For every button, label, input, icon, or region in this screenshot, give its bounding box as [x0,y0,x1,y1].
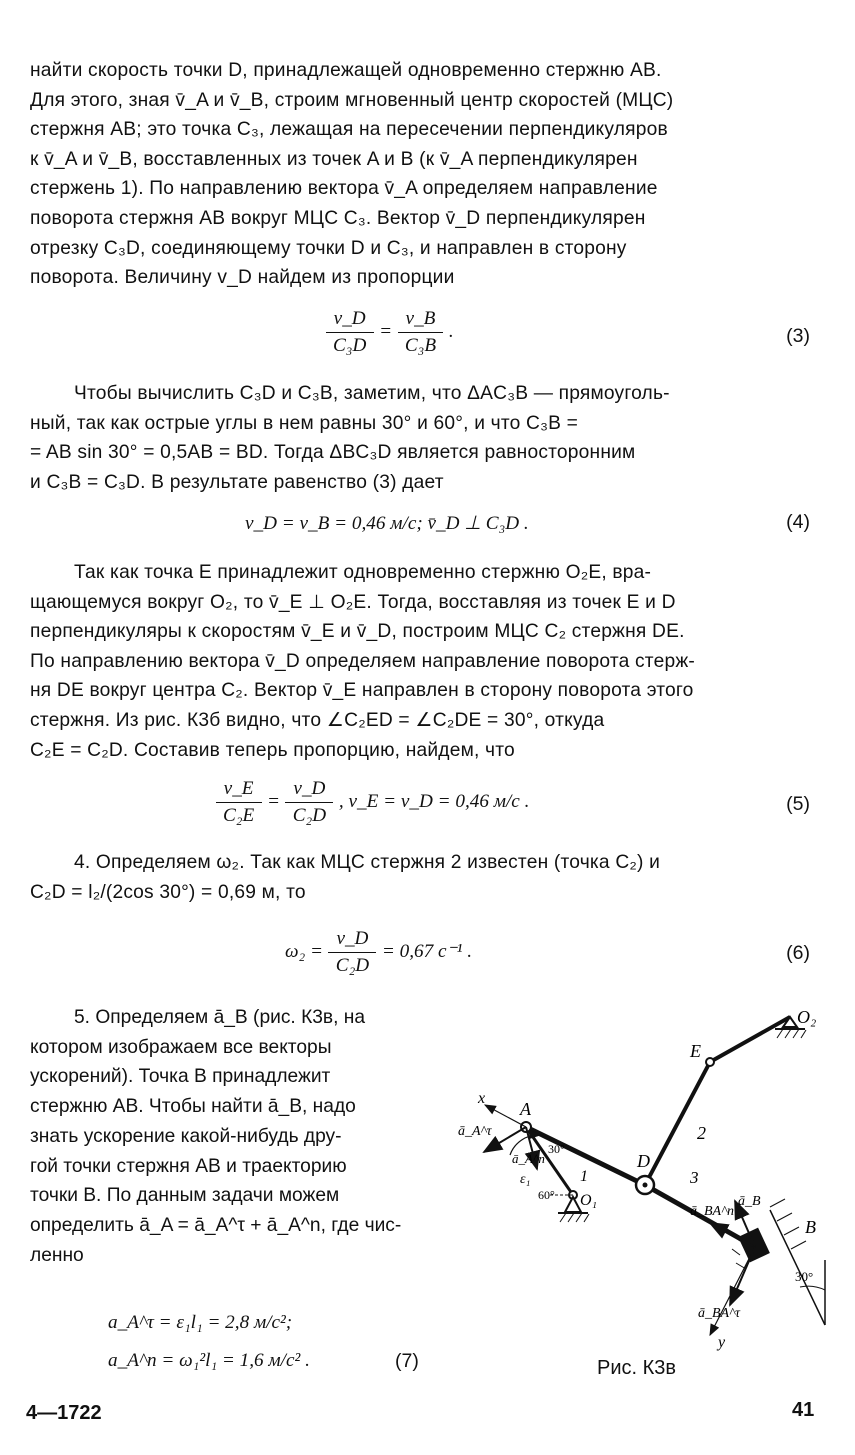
joint-d-center [643,1183,648,1188]
text-line: По направлению вектора v̄_D определяем направление поворота стерж- [30,650,695,672]
figure-k3v-diagram [440,1005,855,1360]
equation-number-5: (5) [786,793,810,815]
label-o1: O₁ [580,1192,598,1209]
eq3-num-left: v_D [326,308,374,333]
text-line: стержню AB. Чтобы найти ā_B, надо [30,1096,356,1118]
label-aA-n: ā_A^n [512,1151,545,1166]
text-line: точки B. По данным задачи можем [30,1185,340,1207]
equation-3: $\frac{v\_D}{\text{C₃D}}$ = $\frac{v\_B}{\text{C₃B}}$ . [325,308,454,357]
eq5-num-left: v_E [216,778,262,803]
equation-7a: a_A^τ = ε₁l₁ = 2,8 м/с²; [108,1312,293,1333]
label-y: y [718,1334,726,1351]
label-rod-1: 1 [580,1168,588,1185]
equation-5: $\frac{v\_E}{\text{C₂E}}$ = $\frac{v\_D}{\text{C₂D}}$ , v_E = v_D = 0,46 м/с . [215,778,529,827]
text-line: гой точки стержня AB и траекторию [30,1155,347,1177]
eq5-den-left: C₂E [223,805,255,826]
text-line: C₂E = C₂D. Составив теперь пропорцию, найдем, что [30,739,515,761]
eq3-den-right: C₃B [404,335,437,356]
label-o2: O₂ [797,1007,817,1027]
label-rod-2: 2 [697,1123,706,1143]
label-aA-tau: ā_A^τ [458,1124,492,1139]
text-line: стержня. Из рис. К3б видно, что ∠C₂ED = ∠C₂DE = 30°, откуда [30,709,605,731]
eq3-tail: . [448,320,454,342]
label-aBA-tau: ā_BA^τ [698,1306,741,1321]
eq3-num-right: v_B [398,308,444,333]
text-line: стержень 1). По направлению вектора v̄_A определяем направление [30,178,658,200]
footer-signature-mark: 4—1722 [26,1402,102,1424]
label-x: x [478,1090,486,1107]
page-number: 41 [792,1399,815,1421]
paragraph-point-e [30,558,812,765]
label-angle-60: 60° [538,1188,555,1202]
text-line: ный, так как острые углы в нем равны 30° и 60°, и что C₃B = [30,412,579,434]
label-angle-30-a: 30° [548,1142,565,1156]
paragraph-triangle [30,379,812,497]
eq6-lhs: ω₂ = [285,940,323,962]
figure-caption: Рис. К3в [597,1357,677,1379]
equation-number-3: (3) [786,325,810,347]
text-line: поворота. Величину v_D найдем из пропорции [30,267,455,289]
text-line: перпендикуляры к скоростям v̄_E и v̄_D, построим МЦС C₂ стержня DE. [30,621,685,643]
label-rod-3: 3 [690,1168,699,1187]
equation-number-4: (4) [786,511,810,533]
text-line: Так как точка E принадлежит одновременно стержню O₂E, вра- [74,562,652,583]
text-line: щающемуся вокруг O₂, то v̄_E ⊥ O₂E. Тогда, восставляя из точек E и D [30,591,676,613]
text-line: Для этого, зная v̄_A и v̄_B, строим мгновенный центр скоростей (МЦС) [30,89,674,111]
label-b: B [805,1217,816,1237]
eq5-num-right: v_D [285,778,333,803]
eq6-den: C₂D [335,955,370,976]
vector-aBA-tau [730,1247,755,1305]
paragraph-velocity-d [30,56,812,293]
label-a: A [520,1099,531,1119]
eq6-num: v_D [328,928,376,953]
label-angle-30-b: 30° [795,1269,814,1284]
eq6-tail: = 0,67 с⁻¹ . [381,940,473,962]
rod-2 [645,1017,790,1185]
text-line: ленно [30,1244,84,1266]
equation-number-6: (6) [786,942,810,964]
paragraph-acceleration-b [30,1003,425,1270]
equation-number-7: (7) [395,1350,419,1372]
text-line: к v̄_A и v̄_B, восставленных из точек A и B (к v̄_A перпендикулярен [30,148,638,170]
label-epsilon1: ε₁ [520,1172,531,1187]
text-line: и C₃B = C₃D. В результате равенство (3) дает [30,471,444,493]
text-line: найти скорость точки D, принадлежащей одновременно стержню AB. [30,60,662,81]
joint-e [706,1058,714,1066]
label-e: E [690,1041,701,1061]
text-line: 5. Определяем ā_B (рис. К3в, на [74,1007,366,1028]
text-line: определить ā_A = ā_A^τ + ā_A^n, где чис- [30,1214,402,1236]
label-aBA-n: ā_BA^n [690,1204,735,1219]
text-line: ня DE вокруг центра C₂. Вектор v̄_E направлен в сторону поворота этого [30,680,694,702]
paragraph-omega2 [30,848,812,907]
eq5-tail: , v_E = v_D = 0,46 м/с . [338,790,530,812]
label-d: D [637,1151,650,1171]
text-line: 4. Определяем ω₂. Так как МЦС стержня 2 известен (точка C₂) и [74,852,661,873]
label-aB: ā_B [738,1194,761,1209]
text-line: Чтобы вычислить C₃D и C₃B, заметим, что ΔAC₃B — прямоуголь- [74,383,670,404]
text-line: знать ускорение какой-нибудь дру- [30,1125,342,1147]
text-line: стержня AB; это точка C₃, лежащая на пересечении перпендикуляров [30,119,668,141]
equation-6 [285,928,472,977]
eq3-den-left: C₃D [333,335,367,356]
equation-4: v_D = v_B = 0,46 м/с; v̄_D ⊥ C₃D . [245,513,529,534]
text-line: отрезку C₃D, соединяющему точки D и C₃, и направлен в сторону [30,237,627,259]
text-line: поворота стержня AB вокруг МЦС C₃. Вектор v̄_D перпендикулярен [30,207,646,229]
eq5-den-right: C₂D [292,805,327,826]
text-line: C₂D = l₂/(2cos 30°) = 0,69 м, то [30,881,306,903]
text-line: ускорений). Точка B принадлежит [30,1066,331,1088]
text-line: котором изображаем все векторы [30,1036,332,1058]
equation-7b: a_A^n = ω₁²l₁ = 1,6 м/с² . [108,1350,310,1371]
text-line: = AB sin 30° = 0,5AB = BD. Тогда ΔBC₃D является равносторонним [30,442,636,464]
